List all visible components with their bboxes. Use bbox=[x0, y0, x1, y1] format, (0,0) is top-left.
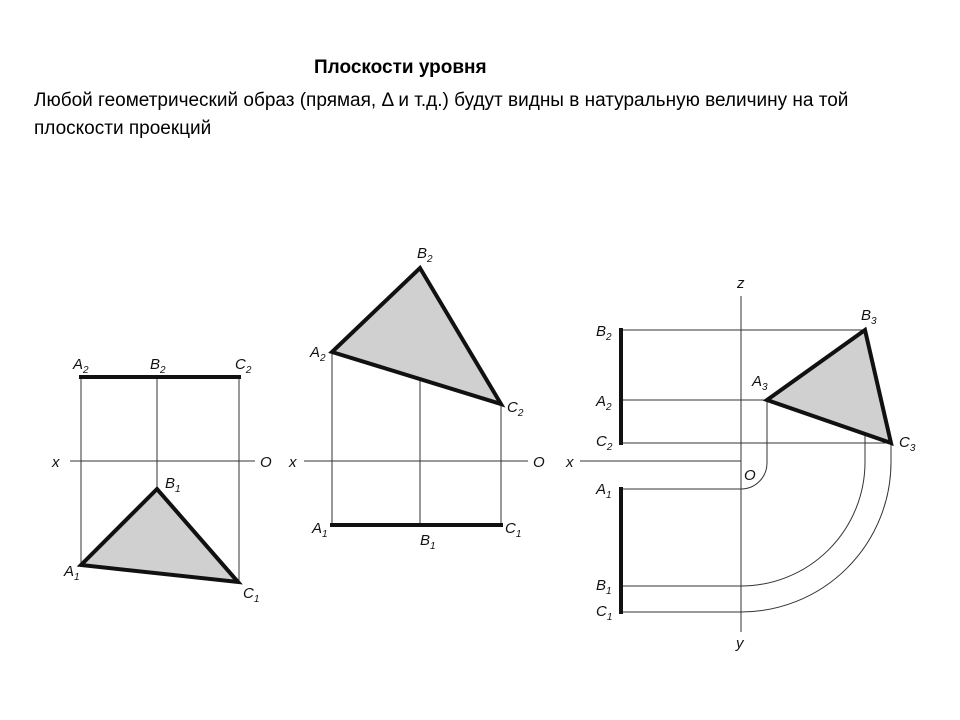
label-y: y bbox=[736, 635, 744, 652]
label-x-3: x bbox=[566, 454, 574, 471]
label-c1-d2: $C_1$ bbox=[505, 520, 522, 540]
label-a1-d1: $A_1$ bbox=[64, 563, 80, 583]
label-c1-d3: $C_1$ bbox=[596, 603, 613, 623]
label-b2-d3: $B_2$ bbox=[596, 323, 612, 343]
label-a1-d2: $A_1$ bbox=[312, 520, 328, 540]
label-b1-d1: $B_1$ bbox=[165, 475, 181, 495]
label-a1-d3: $A_1$ bbox=[596, 481, 612, 501]
diagram-profile-plane bbox=[565, 275, 916, 652]
frontal-projection-triangle-2 bbox=[332, 268, 501, 404]
label-c2-d3: $C_2$ bbox=[596, 433, 613, 453]
transfer-arc-c bbox=[741, 443, 891, 612]
horizontal-projection-triangle-1 bbox=[81, 489, 238, 582]
label-a3: $A_3$ bbox=[752, 373, 768, 393]
profile-projection-triangle-3 bbox=[767, 330, 891, 443]
label-o-2: O bbox=[533, 454, 545, 471]
label-a2-d1: $A_2$ bbox=[73, 356, 89, 376]
page-title: Плоскости уровня bbox=[314, 57, 487, 78]
label-a2-d2: $A_2$ bbox=[310, 344, 326, 364]
label-o-1: O bbox=[260, 454, 272, 471]
label-c3: $C_3$ bbox=[899, 434, 916, 454]
label-b1-d2: $B_1$ bbox=[420, 532, 436, 552]
label-a2-d3: $A_2$ bbox=[596, 393, 612, 413]
label-x-1: x bbox=[52, 454, 60, 471]
page-text: Любой геометрический образ (прямая, Δ и т.д.) будут видны в натуральную величину на той плоскости проекций bbox=[34, 90, 849, 139]
label-b2-d2: $B_2$ bbox=[417, 245, 433, 265]
label-b2-d1: $B_2$ bbox=[150, 356, 166, 376]
label-x-2: x bbox=[289, 454, 297, 471]
diagram-horizontal-plane bbox=[51, 356, 272, 605]
label-c2-d2: $C_2$ bbox=[507, 399, 524, 419]
diagram-frontal-plane bbox=[288, 245, 545, 552]
label-b1-d3: $B_1$ bbox=[596, 577, 612, 597]
label-z: z bbox=[737, 275, 745, 292]
label-o-3: O bbox=[744, 467, 756, 484]
label-c2-d1: $C_2$ bbox=[235, 356, 252, 376]
label-c1-d1: $C_1$ bbox=[243, 585, 260, 605]
label-b3: $B_3$ bbox=[861, 307, 877, 327]
